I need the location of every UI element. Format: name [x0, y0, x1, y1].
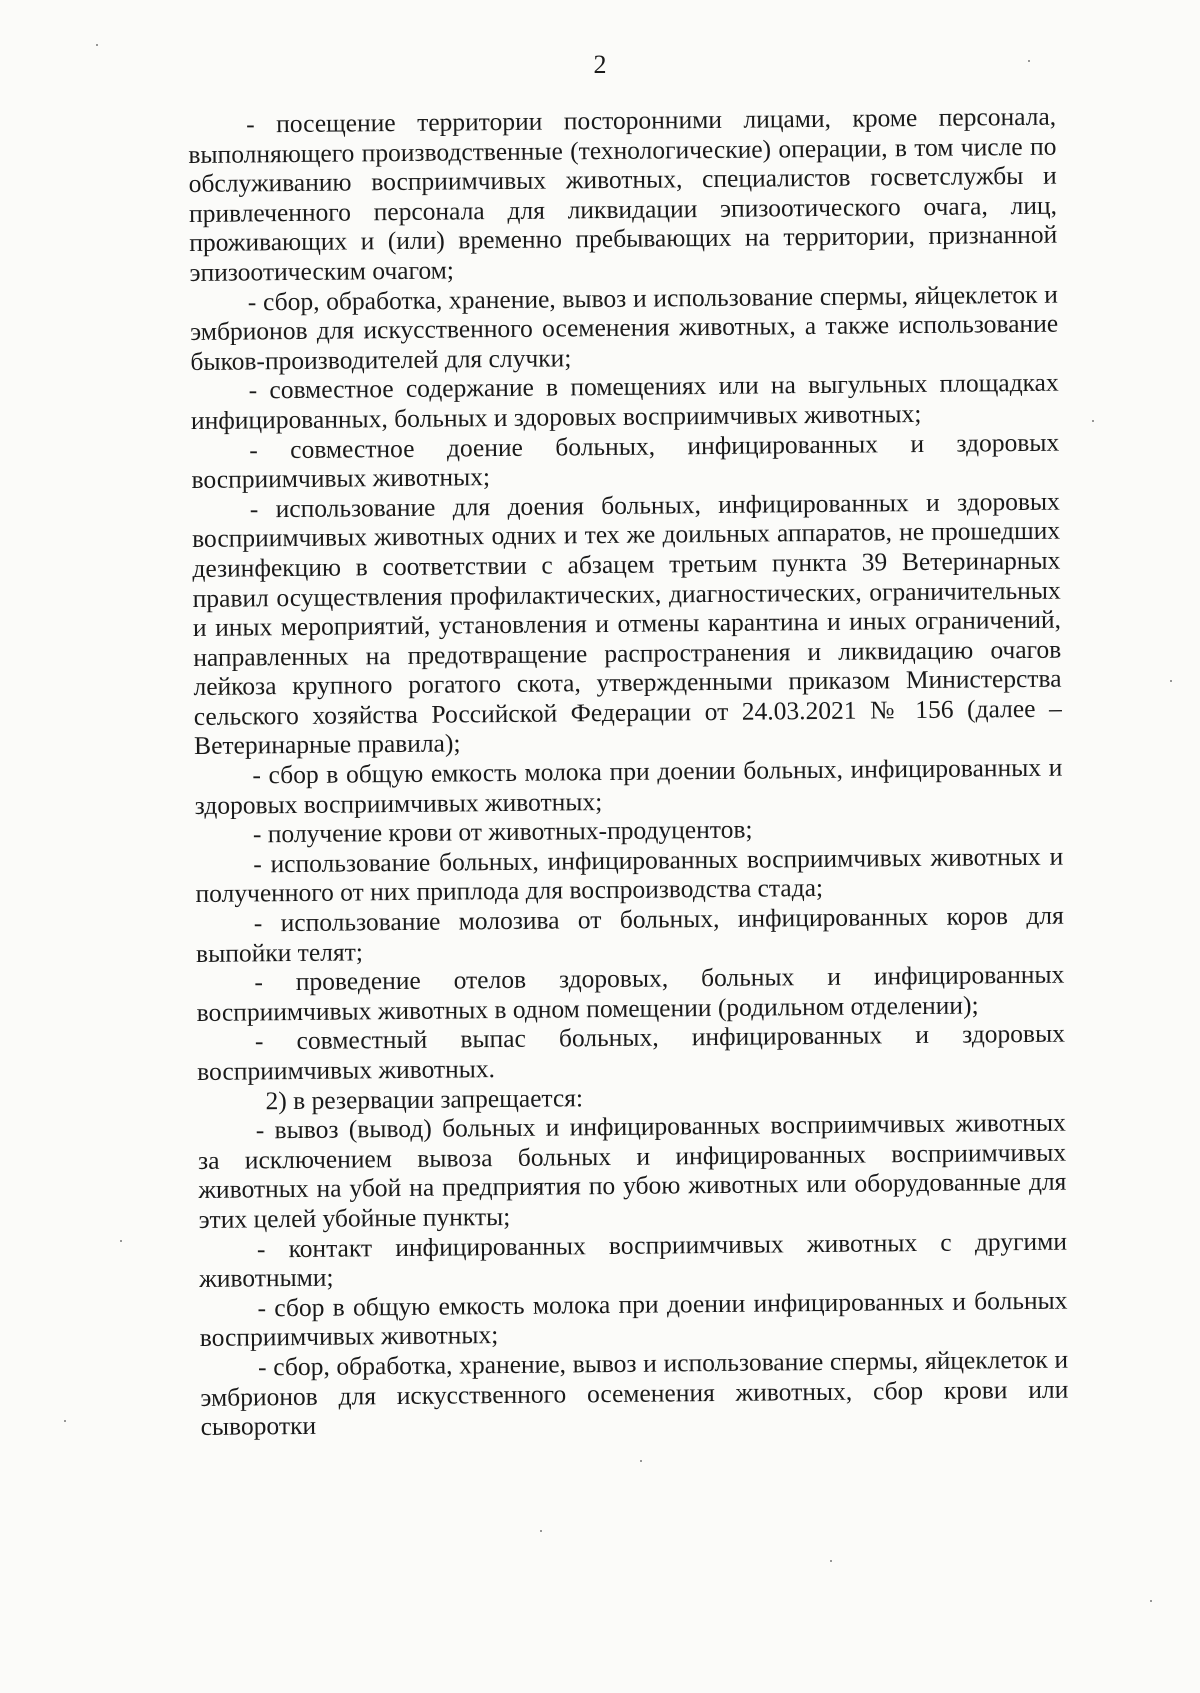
scan-speck — [1028, 60, 1030, 62]
scan-speck — [640, 1460, 642, 1462]
paragraph: - получение крови от животных-продуцентов; — [252, 814, 753, 849]
paragraph: - совместное содержание в помещениях или на выгульных площадках инфицированных, больных и здоровых восприимчивых животных; — [190, 367, 1059, 435]
scan-speck — [1092, 420, 1094, 422]
paragraph: - сбор в общую емкость молока при доении инфицированных и больных восприимчивых животных; — [199, 1285, 1068, 1353]
paragraph: - проведение отелов здоровых, больных и инфицированных восприимчивых животных в одном помещении (родильном отделении); — [196, 959, 1065, 1027]
paragraph: - использование молозива от больных, инфицированных коров для выпойки телят; — [195, 900, 1064, 968]
section-heading: 2) в резервации запрещается: — [265, 1082, 584, 1115]
scan-speck — [1150, 1600, 1152, 1602]
paragraph: - использование больных, инфицированных восприимчивых животных и полученного от них приплода для воспроизводства стада; — [195, 841, 1064, 909]
scan-speck — [96, 44, 98, 46]
paragraph: - посещение территории посторонними лицами, кроме персонала, выполняющего производственные (технологические) операции, в том числе по обслуживанию восприимчивых животных, специалистов госветслужбы и привлеченного персонала для ликвидации эпизоотического очага, лиц, проживающих и (или) временно пребывающих на территории, признанной эпизоотическим очагом; — [188, 101, 1058, 287]
scan-speck — [120, 1240, 122, 1242]
paragraph: - использование для доения больных, инфицированных и здоровых восприимчивых животных одних и тех же доильных аппаратов, не прошедших дезинфекцию в соответствии с абзацем третьим пункта 39 Ветеринарных правил осуществления профилактических, диагностических, ограничительных и иных мероприятий, установления и отмены карантина и иных ограничений, направленных на предотвращение распространения и ликвидацию очагов лейкоза крупного рогатого скота, утвержденными приказом Министерства сельского хозяйства Российской Федерации от 24.03.2021 № 156 (далее – Ветеринарные правила); — [191, 486, 1062, 761]
document-body — [188, 102, 1069, 1442]
page-number: 2 — [593, 50, 607, 79]
scan-speck — [540, 1530, 542, 1532]
scan-speck — [830, 1560, 832, 1562]
paragraph: - сбор, обработка, хранение, вывоз и использование спермы, яйцеклеток и эмбрионов для искусственного осеменения животных, а также использование быков-производителей для случки; — [189, 279, 1059, 376]
paragraph: - совместное доение больных, инфицированных и здоровых восприимчивых животных; — [191, 427, 1060, 495]
paragraph: - совместный выпас больных, инфицированных и здоровых восприимчивых животных. — [197, 1019, 1066, 1086]
paragraph: - сбор, обработка, хранение, вывоз и использование спермы, яйцеклеток и эмбрионов для искусственного осеменения животных, сбор крови или сыворотки — [200, 1344, 1069, 1442]
paragraph: - вывоз (вывод) больных и инфицированных восприимчивых животных за исключением вывоза больных и инфицированных восприимчивых животных на убой на предприятия по убою животных или оборудованные для этих целей убойные пункты; — [197, 1107, 1067, 1234]
paragraph: - контакт инфицированных восприимчивых животных с другими животными; — [199, 1226, 1068, 1294]
paragraph: - сбор в общую емкость молока при доении больных, инфицированных и здоровых восприимчивых животных; — [194, 752, 1063, 820]
scan-speck — [64, 1420, 66, 1422]
scan-speck — [1170, 680, 1172, 682]
